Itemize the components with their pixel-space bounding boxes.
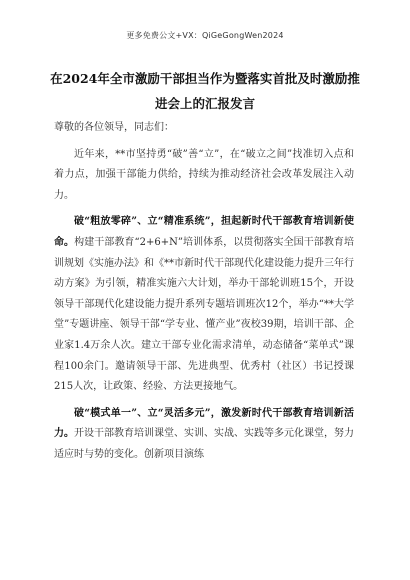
body-paragraph (54, 145, 354, 207)
salutation: 尊敬的各位领导，同志们： (54, 122, 174, 133)
paragraph-lead: 破“模式单一”、立“灵活多元”，激发新时代干部教育培训新活力。 (54, 407, 354, 440)
document-title: 在2024年全市激励干部担当作为暨落实首批及时激励推进会上的汇报发言 (50, 71, 360, 111)
paragraph-lead: 破“粗放零碎”、立“精准系统”，担起新时代干部教育培训新使命。 (54, 216, 354, 248)
header-note: 更多免费公文+VX：QiGeGongWen2024 (126, 31, 284, 40)
body-paragraph (54, 404, 354, 466)
paragraph-text: 近年来，**市坚持勇“破”善“立”，在“破立之间”找准切入点和着力点，加强干部能力供给，持续为推动经济社会改革发展注入动力。 (54, 148, 354, 201)
body-paragraph (54, 212, 354, 397)
document-body (54, 118, 354, 472)
paragraph-text: 构建干部教育“2+6+N”培训体系，以贯彻落实全国干部教育培训规划《实施办法》和《**市新时代干部现代化建设能力提升三年行动方案》为引领，精准实施六大计划，举办干部轮训班15个，开设领导干部现代化建设能力提升系列专题培训班次12个，举办“**大学堂”专题讲座、领导干部“学专业、懂产业”夜校39期，培训干部、企业家1.4万余人次。建立干部专业化需求清单，动态储备“菜单式”课程100余门。邀请领导干部、先进典型、优秀村（社区）书记授课215人次，让政策、经验、方法更接地气。 (54, 236, 354, 393)
paragraph-text: 开设干部教育培训课堂、实训、实战、实践等多元化课堂，努力适应时与势的变化。创新项目演练 (54, 428, 354, 460)
